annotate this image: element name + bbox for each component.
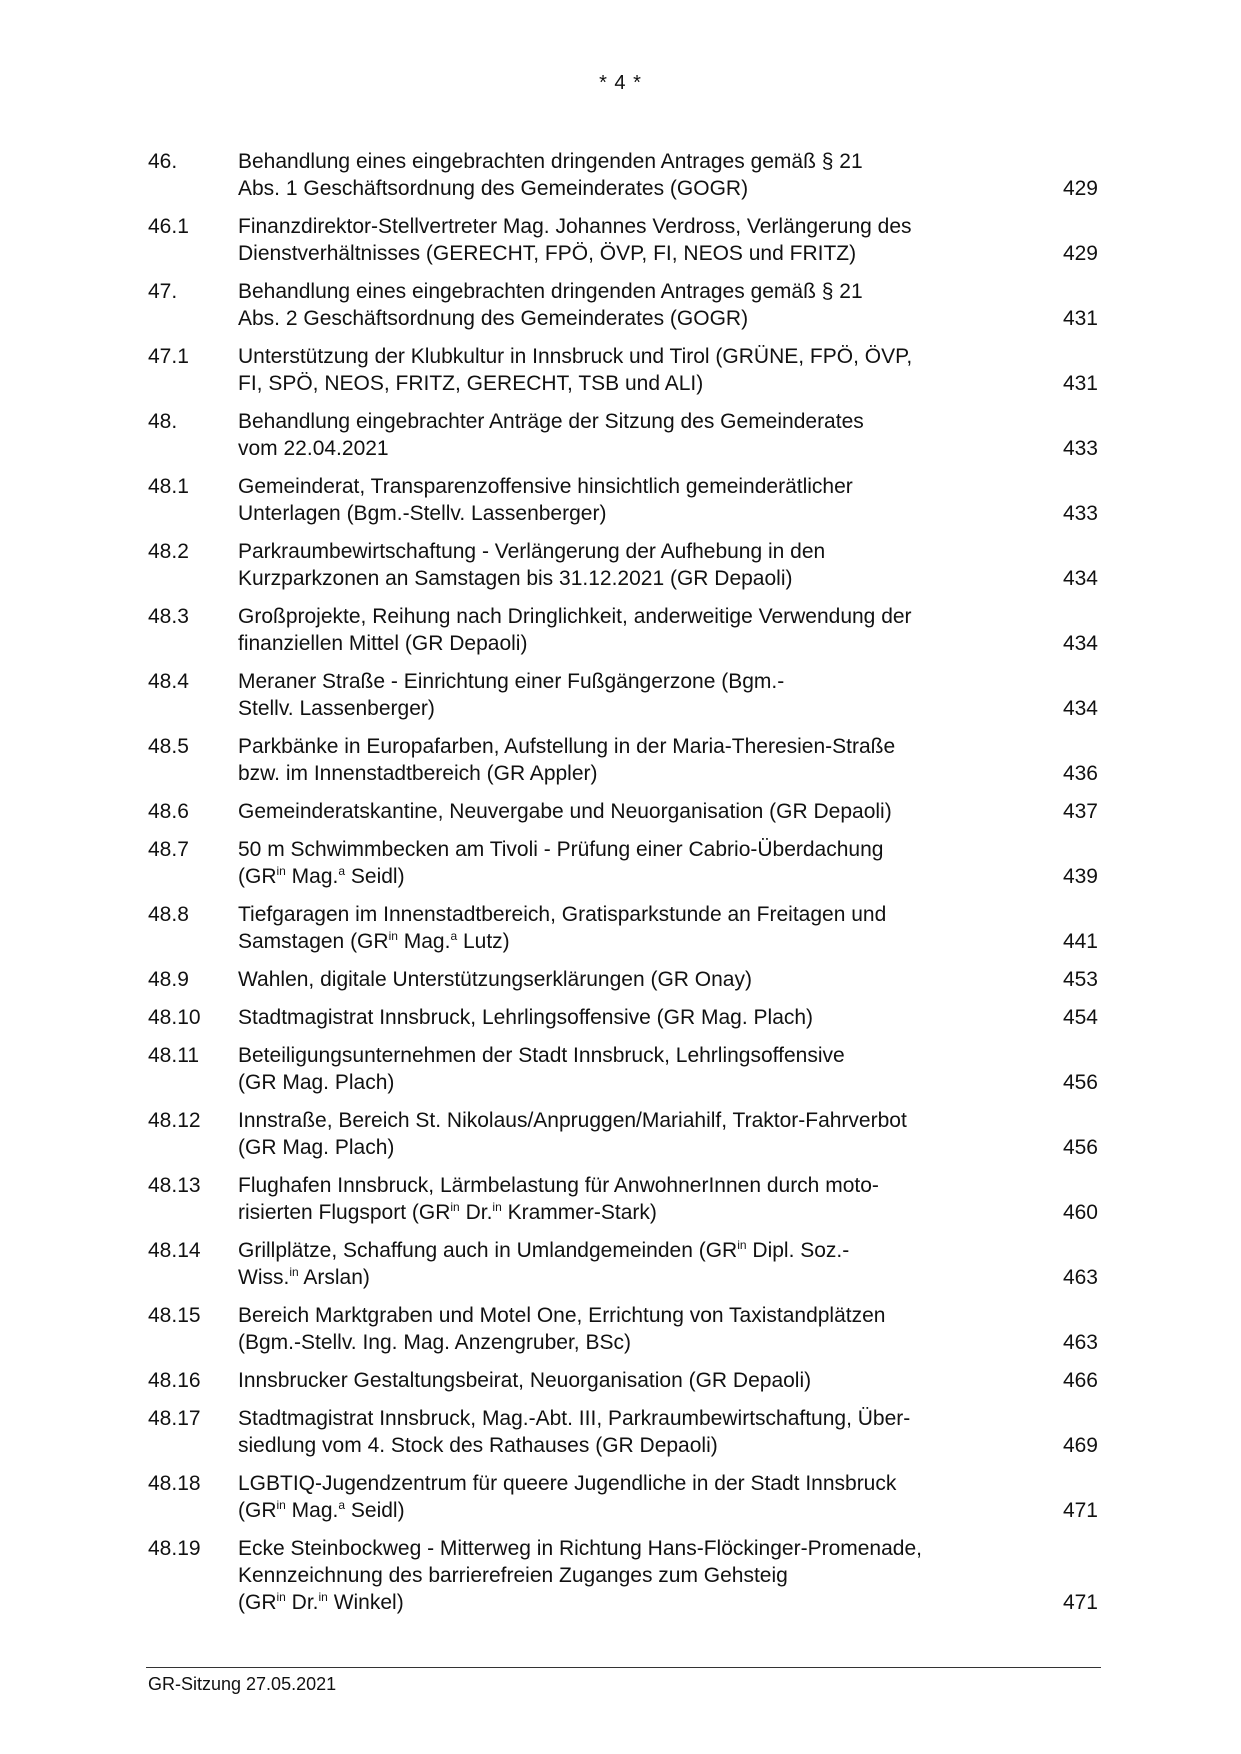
toc-entry-page: 436 [1062,762,1098,785]
toc-entry-title-line: ($GR^{in}$ Mag.$^a$ Seidl) [238,864,405,888]
toc-entry-page: 434 [1062,697,1098,720]
toc-entry-title-line: bzw. im Innenstadtbereich (GR Appler) [238,762,598,785]
toc-entry-title-line: risierten Flugsport ($GR^{in}$ Dr.$^{in}$ Krammer-Stark) [238,1200,657,1224]
toc-entry-number: 48.14 [148,1239,201,1262]
toc-entry-title [238,1405,1013,1459]
toc-entry-title [238,1107,1013,1161]
toc-entry-title-line: Abs. 2 Geschäftsordnung des Gemeinderates (GOGR) [238,307,749,330]
toc-entry-title [238,538,1013,592]
toc-entry-title-line: Meraner Straße - Einrichtung einer Fußgängerzone (Bgm.- [238,670,785,693]
toc-entry-page: 471 [1062,1499,1098,1522]
toc-entry [148,1107,1098,1161]
footer-divider [146,1667,1101,1668]
toc-entry-title [238,408,1013,462]
toc-entry [148,278,1098,332]
toc-entry-number: 48.8 [148,903,189,926]
toc-entry-title [238,966,1013,993]
toc-entry [148,213,1098,267]
toc-entry-page: 460 [1062,1201,1098,1224]
toc-entry-title-line: siedlung vom 4. Stock des Rathauses (GR Depaoli) [238,1434,718,1457]
toc-entry-page: 463 [1062,1331,1098,1354]
toc-entry [148,668,1098,722]
toc-entry [148,1042,1098,1096]
toc-entry-page: 466 [1062,1369,1098,1392]
toc-entry-title-line: (Bgm.-Stellv. Ing. Mag. Anzengruber, BSc) [238,1331,631,1354]
toc-entry-page: 437 [1062,800,1098,823]
toc-entry-title-line: Wiss.$^{in}$ Arslan) [238,1265,370,1289]
toc-entry-title-line: (GR Mag. Plach) [238,1136,395,1159]
toc-entry [148,603,1098,657]
toc-entry-number: 46.1 [148,215,189,238]
toc-entry-title-line: Beteiligungsunternehmen der Stadt Innsbruck, Lehrlingsoffensive [238,1044,845,1067]
toc-entry [148,901,1098,955]
toc-entry-title [238,343,1013,397]
toc-entry-page: 439 [1062,865,1098,888]
toc-entry-title [238,1237,1013,1291]
toc-entry [148,966,1098,993]
toc-entry [148,1172,1098,1226]
toc-entry-title-line: LGBTIQ-Jugendzentrum für queere Jugendliche in der Stadt Innsbruck [238,1472,897,1495]
toc-entry [148,473,1098,527]
toc-entry-page: 456 [1062,1071,1098,1094]
toc-entry-title-line: Abs. 1 Geschäftsordnung des Gemeinderates (GOGR) [238,177,749,200]
toc-entry-number: 48.6 [148,800,189,823]
toc-entry-title-line: FI, SPÖ, NEOS, FRITZ, GERECHT, TSB und ALI) [238,372,704,395]
toc-entry-number: 48.9 [148,968,189,991]
toc-entry-title [238,901,1013,955]
toc-entry-title [238,603,1013,657]
toc-entry-title-line: vom 22.04.2021 [238,437,389,460]
toc-entry-page: 463 [1062,1266,1098,1289]
toc-entry-number: 48.3 [148,605,189,628]
toc-entry-page: 431 [1062,372,1098,395]
toc-entry-title-line: Kennzeichnung des barrierefreien Zuganges zum Gehsteig [238,1564,788,1587]
toc-entry-page: 433 [1062,502,1098,525]
page-number: * 4 * [599,72,642,94]
toc-entry-title-line: Parkbänke in Europafarben, Aufstellung in der Maria-Theresien-Straße [238,735,896,758]
toc-entry-title-line: Bereich Marktgraben und Motel One, Errichtung von Taxistandplätzen [238,1304,886,1327]
toc-entry-title-line: Samstagen ($GR^{in}$ Mag.$^a$ Lutz) [238,929,510,953]
toc-entry-title-line: ($GR^{in}$ Dr.$^{in}$ Winkel) [238,1590,404,1614]
toc-entry-title-line: (GR Mag. Plach) [238,1071,395,1094]
toc-entry-title-line: Stadtmagistrat Innsbruck, Lehrlingsoffensive (GR Mag. Plach) [238,1006,814,1029]
toc-entry [148,798,1098,825]
toc-entry-title-line: Wahlen, digitale Unterstützungserklärungen (GR Onay) [238,968,752,991]
toc-entry-title-line: Behandlung eingebrachter Anträge der Sitzung des Gemeinderates [238,410,864,433]
toc-entry-title-line: Stellv. Lassenberger) [238,697,435,720]
toc-entry-page: 453 [1062,968,1098,991]
toc-entry [148,733,1098,787]
toc-entry-title [238,278,1013,332]
toc-entry-title [238,1302,1013,1356]
toc-entry-title [238,1042,1013,1096]
toc-entry-number: 48.15 [148,1304,201,1327]
toc-entry-title-line: Ecke Steinbockweg - Mitterweg in Richtung Hans-Flöckinger-Promenade, [238,1537,922,1560]
toc-entry [148,538,1098,592]
toc-entry-title-line: ($GR^{in}$ Mag.$^a$ Seidl) [238,1498,405,1522]
toc-entry-number: 48. [148,410,178,433]
toc-entry [148,408,1098,462]
toc-entry-number: 46. [148,150,178,173]
toc-entry-title-line: Stadtmagistrat Innsbruck, Mag.-Abt. III, Parkraumbewirtschaftung, Über- [238,1407,911,1430]
toc-entry-title-line: Dienstverhältnisses (GERECHT, FPÖ, ÖVP, FI, NEOS und FRITZ) [238,242,857,265]
toc-entry-number: 48.13 [148,1174,201,1197]
toc-entry-title-line: Innsbrucker Gestaltungsbeirat, Neuorganisation (GR Depaoli) [238,1369,812,1392]
toc-entry-number: 48.11 [148,1044,199,1067]
toc-entry-number: 47.1 [148,345,189,368]
toc-entry-number: 48.2 [148,540,189,563]
toc-entry-title-line: Kurzparkzonen an Samstagen bis 31.12.2021 (GR Depaoli) [238,567,793,590]
toc-entry-title [238,798,1013,825]
toc-entry-number: 48.18 [148,1472,201,1495]
toc-entry-title [238,1004,1013,1031]
toc-entry-page: 429 [1062,177,1098,200]
toc-entry-title-line: Gemeinderat, Transparenzoffensive hinsichtlich gemeinderätlicher [238,475,853,498]
toc-entry-title-line: Behandlung eines eingebrachten dringenden Antrages gemäß § 21 [238,150,863,173]
table-of-contents [148,148,1098,1627]
toc-entry-page: 433 [1062,437,1098,460]
toc-entry-page: 454 [1062,1006,1098,1029]
toc-entry-title [238,733,1013,787]
toc-entry [148,1535,1098,1616]
toc-entry-page: 429 [1062,242,1098,265]
toc-entry [148,836,1098,890]
toc-entry-title-line: Parkraumbewirtschaftung - Verlängerung der Aufhebung in den [238,540,826,563]
toc-entry-page: 434 [1062,632,1098,655]
toc-entry-title [238,668,1013,722]
toc-entry-title-line: Grillplätze, Schaffung auch in Umlandgemeinden ($GR^{in}$ Dipl. Soz.- [238,1238,850,1262]
toc-entry-page: 469 [1062,1434,1098,1457]
toc-entry-number: 48.5 [148,735,189,758]
toc-entry-page: 434 [1062,567,1098,590]
toc-entry-title [238,1470,1013,1524]
toc-entry-title [238,148,1013,202]
toc-entry-title-line: Innstraße, Bereich St. Nikolaus/Anpruggen/Mariahilf, Traktor-Fahrverbot [238,1109,907,1132]
toc-entry [148,1237,1098,1291]
toc-entry-title-line: Unterlagen (Bgm.-Stellv. Lassenberger) [238,502,607,525]
toc-entry-page: 441 [1062,930,1098,953]
toc-entry [148,148,1098,202]
toc-entry [148,1367,1098,1394]
toc-entry-title-line: 50 m Schwimmbecken am Tivoli - Prüfung einer Cabrio-Überdachung [238,838,884,861]
toc-entry-title-line: finanziellen Mittel (GR Depaoli) [238,632,528,655]
toc-entry [148,1405,1098,1459]
toc-entry-number: 48.19 [148,1537,201,1560]
toc-entry-title-line: Tiefgaragen im Innenstadtbereich, Gratisparkstunde an Freitagen und [238,903,887,926]
toc-entry [148,1004,1098,1031]
toc-entry-page: 456 [1062,1136,1098,1159]
toc-entry-number: 48.1 [148,475,189,498]
toc-entry-number: 48.17 [148,1407,201,1430]
toc-entry-number: 48.16 [148,1369,201,1392]
toc-entry-page: 431 [1062,307,1098,330]
toc-entry-number: 48.12 [148,1109,201,1132]
footer-text: GR-Sitzung 27.05.2021 [148,1674,337,1694]
toc-entry [148,1302,1098,1356]
toc-entry-title-line: Behandlung eines eingebrachten dringenden Antrages gemäß § 21 [238,280,863,303]
toc-entry-number: 47. [148,280,178,303]
toc-entry-title [238,1535,1013,1616]
toc-entry-number: 48.4 [148,670,189,693]
toc-entry-title [238,213,1013,267]
toc-entry-title-line: Flughafen Innsbruck, Lärmbelastung für AnwohnerInnen durch moto- [238,1174,879,1197]
toc-entry-title-line: Finanzdirektor-Stellvertreter Mag. Johannes Verdross, Verlängerung des [238,215,912,238]
toc-entry-number: 48.7 [148,838,189,861]
toc-entry-title [238,1172,1013,1226]
toc-entry-title [238,1367,1013,1394]
toc-entry-page: 471 [1062,1591,1098,1614]
toc-entry-title-line: Unterstützung der Klubkultur in Innsbruck und Tirol (GRÜNE, FPÖ, ÖVP, [238,345,913,368]
toc-entry-title-line: Gemeinderatskantine, Neuvergabe und Neuorganisation (GR Depaoli) [238,800,892,823]
toc-entry-title [238,836,1013,890]
toc-entry [148,343,1098,397]
toc-entry-title [238,473,1013,527]
toc-entry-number: 48.10 [148,1006,201,1029]
toc-entry-title-line: Großprojekte, Reihung nach Dringlichkeit, anderweitige Verwendung der [238,605,912,628]
toc-entry [148,1470,1098,1524]
